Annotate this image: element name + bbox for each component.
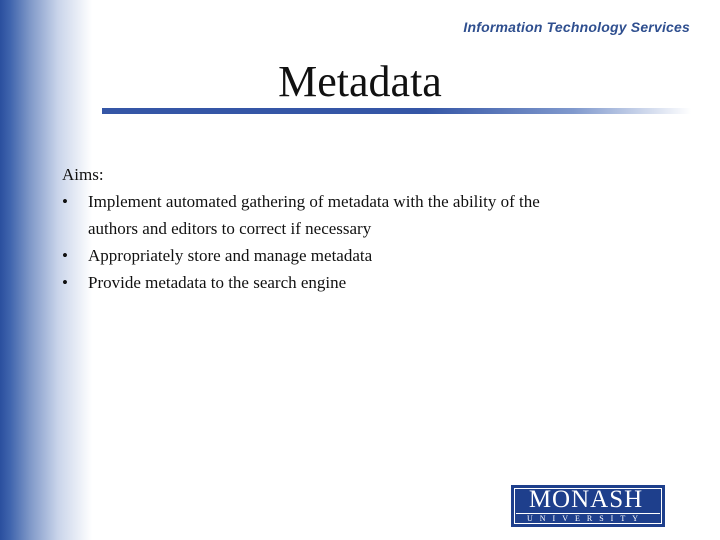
list-item (62, 188, 662, 242)
monash-university-logo (511, 485, 665, 527)
list-item (62, 242, 662, 269)
list-item-text-line2: authors and editors to correct if necessary (88, 219, 372, 238)
bullet-icon: • (62, 273, 68, 292)
slide-title: Metadata (278, 57, 442, 106)
aims-heading: Aims: (62, 165, 104, 184)
logo-wordmark: MONASH (528, 486, 644, 513)
list-item-text: Appropriately store and manage metadata (88, 246, 373, 265)
list-item-text-line1: Implement automated gathering of metadata with the ability of the (88, 192, 540, 211)
title-underline (102, 108, 691, 114)
list-item (62, 269, 662, 296)
list-item-text: Provide metadata to the search engine (88, 273, 347, 292)
aims-list (62, 188, 662, 296)
logo-subtext: UNIVERSITY (527, 514, 645, 523)
slide-body (62, 161, 662, 296)
bullet-icon: • (62, 192, 68, 211)
its-brand-text: Information Technology Services (463, 19, 690, 35)
bullet-icon: • (62, 246, 68, 265)
